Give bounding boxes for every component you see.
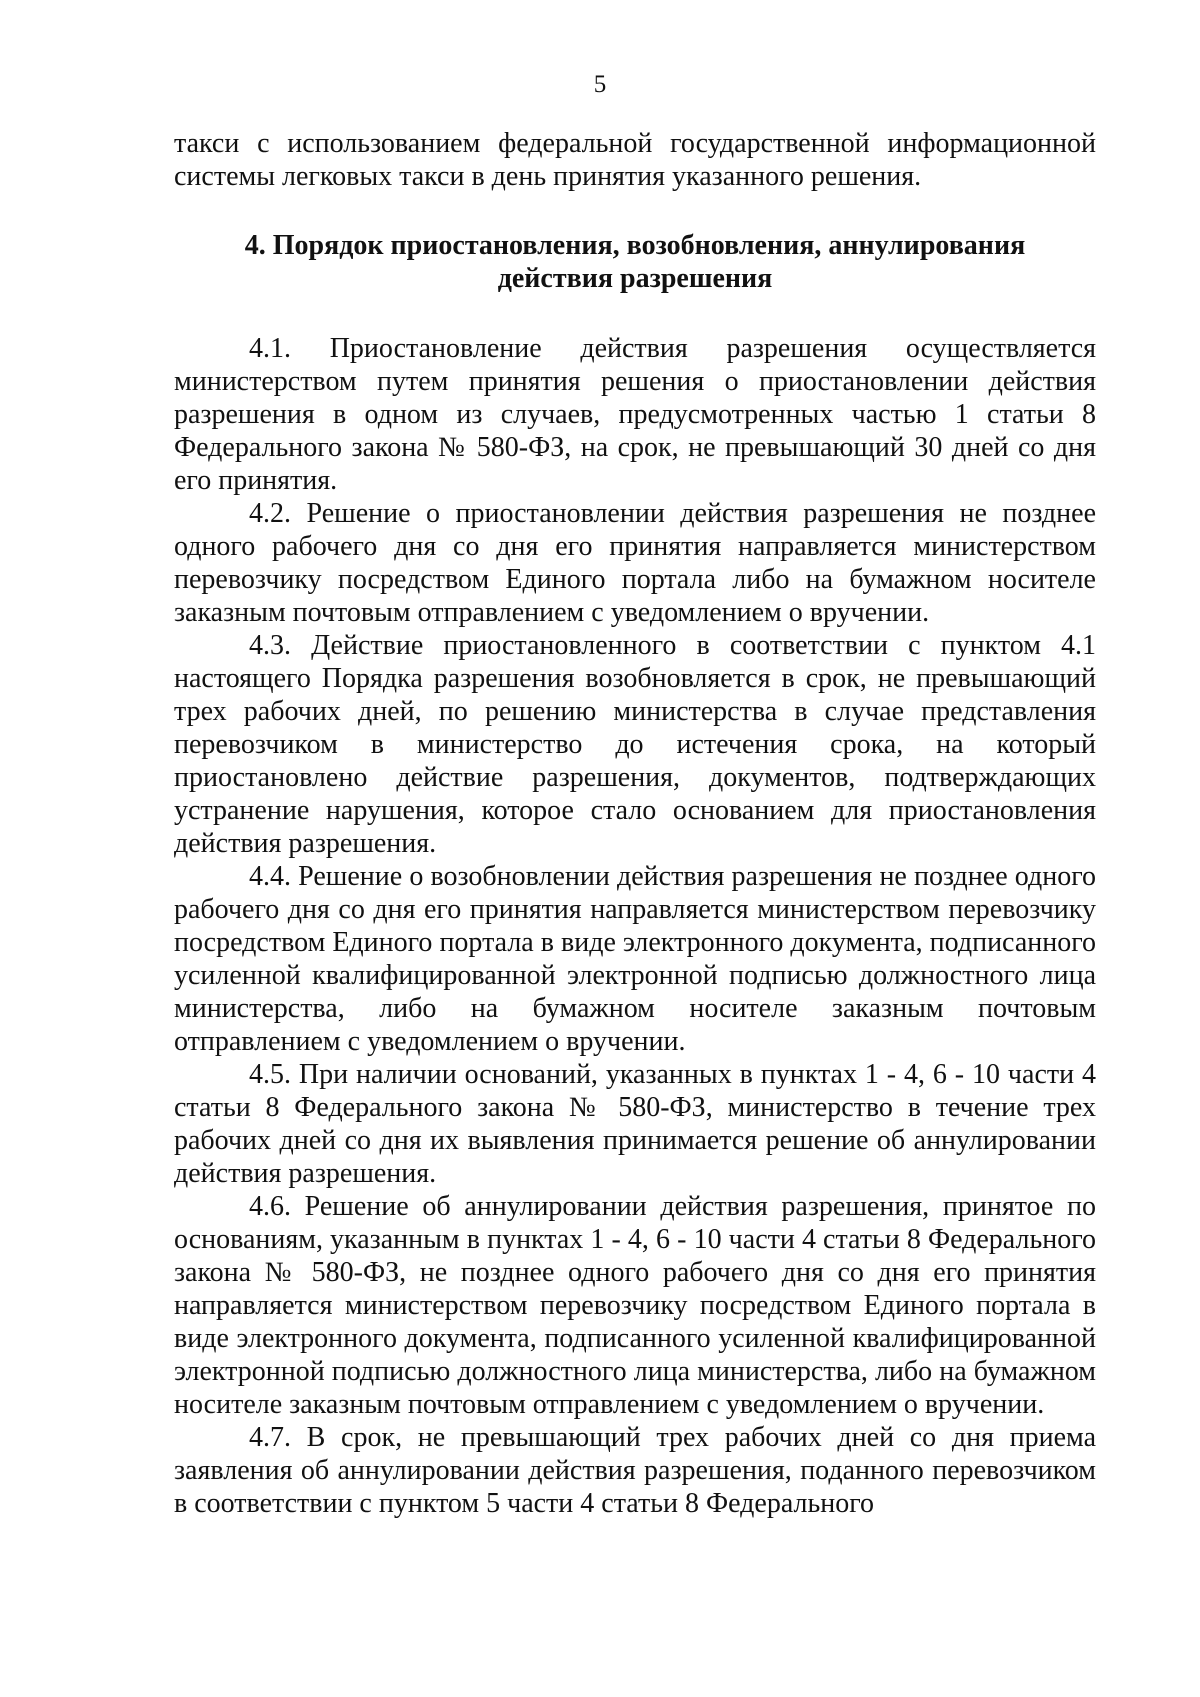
paragraph-4-2: 4.2. Решение о приостановлении действия разрешения не позднее одного рабочего дня со дня его принятия направляется министерством перевозчику посредством Единого портала либо на бумажном носителе заказным почтовым отправлением с уведомлением о вручении. <box>174 498 1096 628</box>
section-heading <box>174 229 1096 295</box>
paragraph-4-5: 4.5. При наличии оснований, указанных в пунктах 1 - 4, 6 - 10 части 4 статьи 8 Федерального закона № 580-ФЗ, министерство в течение трех рабочих дней со дня их выявления принимается решение об аннулировании действия разрешения. <box>174 1059 1096 1189</box>
document-body <box>174 127 1096 1520</box>
intro-paragraph: такси с использованием федеральной государственной информационной системы легковых такси в день принятия указанного решения. <box>174 128 1096 192</box>
page-number: 5 <box>593 71 607 98</box>
section-heading-line-1: 4. Порядок приостановления, возобновления, аннулирования <box>244 230 1026 261</box>
section-heading-line-2: действия разрешения <box>497 263 773 294</box>
paragraph-4-1: 4.1. Приостановление действия разрешения осуществляется министерством путем принятия решения о приостановлении действия разрешения в одном из случаев, предусмотренных частью 1 статьи 8 Федерального закона № 580-ФЗ, на срок, не превышающий 30 дней со дня его принятия. <box>174 333 1096 496</box>
paragraph-4-7: 4.7. В срок, не превышающий трех рабочих дней со дня приема заявления об аннулировании действия разрешения, поданного перевозчиком в соответствии с пунктом 5 части 4 статьи 8 Федерального <box>174 1422 1096 1519</box>
paragraph-4-3: 4.3. Действие приостановленного в соответствии с пунктом 4.1 настоящего Порядка разрешения возобновляется в срок, не превышающий трех рабочих дней, по решению министерства в случае представления перевозчиком в министерство до истечения срока, на который приостановлено действие разрешения, документов, подтверждающих устранение нарушения, которое стало основанием для приостановления действия разрешения. <box>174 630 1096 859</box>
paragraph-4-6: 4.6. Решение об аннулировании действия разрешения, принятое по основаниям, указанным в пунктах 1 - 4, 6 - 10 части 4 статьи 8 Федерального закона № 580-ФЗ, не позднее одного рабочего дня со дня его принятия направляется министерством перевозчику посредством Единого портала в виде электронного документа, подписанного усиленной квалифицированной электронной подписью должностного лица министерства, либо на бумажном носителе заказным почтовым отправлением с уведомлением о вручении. <box>174 1191 1096 1420</box>
paragraph-4-4: 4.4. Решение о возобновлении действия разрешения не позднее одного рабочего дня со дня его принятия направляется министерством перевозчику посредством Единого портала в виде электронного документа, подписанного усиленной квалифицированной электронной подписью должностного лица министерства, либо на бумажном носителе заказным почтовым отправлением с уведомлением о вручении. <box>174 861 1096 1057</box>
